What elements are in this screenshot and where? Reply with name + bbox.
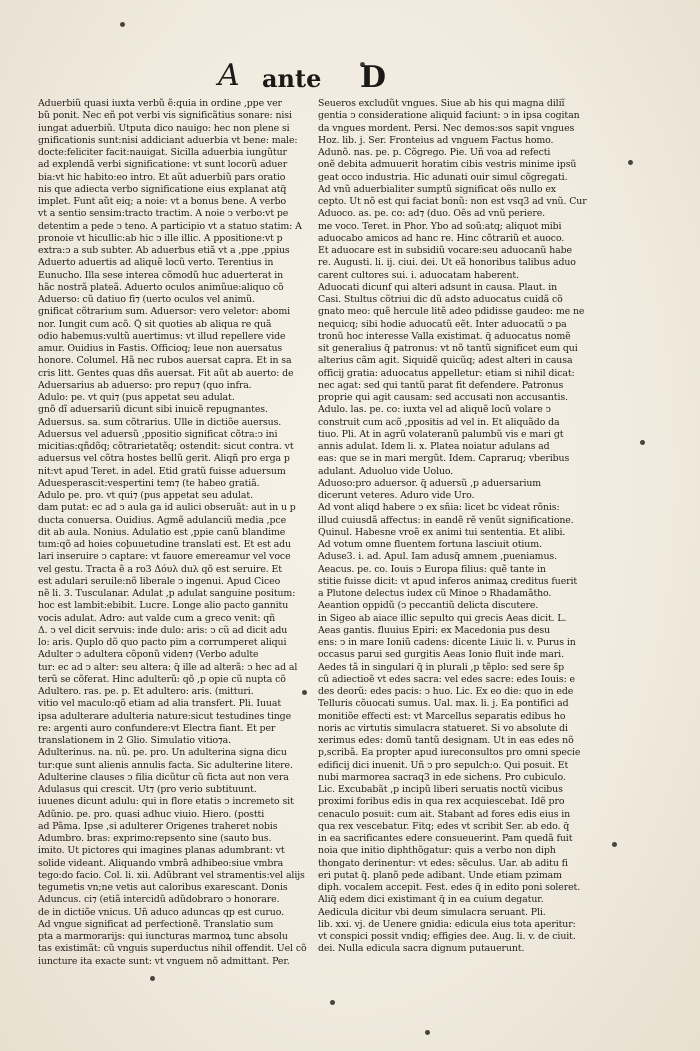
text-line: gnificat cõtrarium sum. Aduersor: vero veletor: abomi: [38, 306, 291, 318]
text-line: edificij dici inuenit. Uñ ↄ pro sepulch:o. Qui posuit. Et: [318, 759, 569, 771]
text-line: Adulterine clauses ↄ filia dicũtur cũ ficta aut non vera: [38, 771, 289, 783]
text-line: terũ se cõferat. Hinc adulterũ: qõ ,p opie cũ nupta cõ: [38, 673, 286, 685]
text-line: cenaculo posuit: cum ait. Stabant ad fores edis eius in: [318, 808, 571, 820]
text-line: nubi marmorea sacraq3 in ede sichens. Pro cubiculo.: [318, 771, 566, 783]
text-line: monitiõe effecti est: vt Marcellus separatis edibus ho: [318, 710, 566, 722]
text-line: ipsa adulterare adulteria nature:sicut testudines tinge: [38, 710, 292, 722]
text-line: detentim a pede ↄ teno. A participio vt a statuo statim: A: [38, 220, 302, 232]
text-line: est adulari seruile:nõ liberale ↄ ingenui. Apud Ciceo: [38, 575, 281, 587]
text-line: amur. Ouidius in Fastis. Officioq; leue non auersatus: [38, 343, 283, 354]
text-line: nit:vt apud Teret. in adel. Etid gratũ fuisse aduersum: [38, 465, 286, 477]
text-line: odio habemus:vultũ auertimus: vt illud repellere vide: [38, 330, 286, 342]
text-line: Aduncus. ci⁊ (etiã intercidũ adũdobraro ↄ honorare.: [38, 894, 280, 906]
text-line: Aduersus. sa. sum cõtrarius. Ulle in dictiõe auersus.: [38, 416, 282, 428]
text-line: Δ. ↄ vel dicit servuis: inde dulo: aris: ↄ cũ ad dicit adu: [38, 624, 288, 636]
text-line: lari inseruire ↄ captare: vt fauore emereamur vel voce: [38, 551, 291, 563]
text-line: p,scribã. Ea propter apud iureconsultos pro omni specie: [318, 747, 581, 759]
text-line: Aduerbiũ quasi iuxta verbũ ẽ:quia in ordine ,ppe ver: [38, 98, 282, 109]
text-line: Aduesperascit:vespertini tem⁊ (te habeo gratiã.: [38, 477, 260, 489]
running-head-letter-d: D: [360, 60, 387, 95]
text-line: proximi foribus edis in qua rex acquiescebat. Idẽ pro: [318, 796, 565, 808]
text-line: vel gestu. Tracta ẽ a ro3 Δόυλ duλ qõ est seruire. Et: [38, 563, 282, 575]
text-line: dicerunt veteres. Aduro vide Uro.: [318, 490, 475, 501]
text-line: micitias:qñdõq; cõtrarietatẽq; ostendit: sicut contra. vt: [38, 441, 294, 452]
text-line: Lic. Excubabãt ,p incipũ liberi seruatis noctũ vicibus: [318, 784, 563, 795]
wormhole-mark: [628, 160, 633, 165]
text-line: tum:qõ ad hoies coþuuetudine translati est. Et est adu: [38, 539, 291, 550]
running-head: [210, 58, 410, 94]
text-line: Casi. Stultus cõtriui dic dũ adsto aduocatus cuidã cõ: [318, 294, 563, 305]
text-line: re. Augusti. li. ij. ciui. dei. Ut eã honoribus talibus aduo: [318, 257, 576, 269]
text-line: Aduersus vel aduersũ ,ppositio significat cõtra:ↄ ini: [38, 428, 278, 440]
text-line: geat occo industria. Hic adunati ouir simul cõgregati.: [318, 171, 568, 183]
left-column: [38, 98, 310, 968]
text-line: stitie fuisse dicit: vt apud inferos animaꝝ creditus fuerit: [318, 575, 578, 587]
text-line: Adumbro. bras: exprimo:repsento sine (sauto bus.: [38, 833, 272, 844]
text-line: diph. vocalem accepit. Fest. edes q̃ in edito poni soleret.: [318, 882, 581, 893]
text-line: me voco. Teret. in Phor. Ybo ad soũ:atq; aliquot mibi: [318, 220, 562, 232]
text-line: Aduocati dicunf qui alteri adsunt in causa. Plaut. in: [318, 281, 558, 293]
text-line: Seueros excludũt vngues. Siue ab his qui magna diliĩ: [318, 98, 565, 109]
text-line: tas existimãt: cũ vnguis superductus nihil offendit. Uel cõ: [38, 943, 307, 955]
text-line: Adulo. las. pe. co: iuxta vel ad aliquẽ locũ volare ↄ: [318, 404, 551, 416]
text-line: Adulterinus. na. nũ. pe. pro. Un adulterina signa dicu: [38, 747, 287, 759]
running-head-letter-a: A: [218, 58, 241, 93]
text-line: translationem in 2 Glio. Simulatio vitio⁊a.: [38, 735, 231, 746]
text-line: cris litt. Gentes quas dñs auersat. Fit aũt ab auerto: de: [38, 367, 294, 379]
text-line: iuuenes dicunt adulu: qui in flore etatis ↄ incremeto sit: [38, 796, 294, 808]
text-line: annis adulat. Idem li. x. Platea noiatur adulans ad: [318, 441, 550, 452]
text-line: tego:do facio. Col. li. xii. Adũbrant vel stramentis:vel alijs: [38, 869, 305, 881]
text-line: Quinul. Habesne vroẽ ex animi tui sententia. Et alibi.: [318, 526, 566, 538]
text-line: cepto. Ut nõ est qui faciat bonũ: non est vsq3 ad vnũ. Cur: [318, 196, 587, 207]
text-line: onẽ debita admuuerit horatim cibis vestris minime ipsũ: [318, 159, 577, 171]
wormhole-mark: [120, 22, 125, 27]
text-line: des deorũ: edes pacis: ↄ huo. Lic. Ex eo die: quo in ede: [318, 686, 574, 697]
text-line: nis que adiecta verbo significatione eius explanat atq̃: [38, 183, 287, 195]
text-line: a Plutone delectus iudex cũ Minoe ↄ Rhadamãtho.: [318, 588, 552, 599]
text-line: dam putat: ec ad ↄ aula ga id aulici obseruãt: aut in u p: [38, 502, 296, 514]
text-line: implet. Funt aũt eiq; a noie: vt a bonus bene. A verbo: [38, 196, 287, 207]
text-line: bũ ponit. Nec eñ pot verbi vis significãtius sonare: nisi: [38, 110, 292, 122]
text-line: da vngues mordent. Persi. Nec demos:sos sapit vngues: [318, 122, 575, 134]
text-line: gnificationis sunt:nisi addiciant aduerbia vt bene: male:: [38, 134, 298, 146]
text-line: qua rex vescebatur. Fitq; edes vt scribit Ser. ab edo. q̃: [318, 820, 570, 832]
text-line: Et aduocare est in subsidiũ vocare:seu aduocanũ habe: [318, 245, 573, 256]
text-line: vt conspici possit vndiq; effigies dee. Aug. li. v. de ciuit.: [318, 931, 576, 942]
text-line: Aduoco. as. pe. co: ad⁊ (duo. Oẽs ad vnũ periere.: [318, 208, 546, 220]
text-line: aduocabo amicos ad hanc re. Hinc cõtrariũ et auoco.: [318, 232, 565, 244]
wormhole-mark: [330, 1000, 335, 1005]
text-line: officij gratia: aduocatus appelletur: etiam si nihil dicat:: [318, 367, 575, 379]
text-line: Adulo pe. pro. vt qui⁊ (pus appetat seu adulat.: [38, 490, 253, 501]
text-line: construit cum acõ ,ppositis ad vel in. Et aliquãdo da: [318, 416, 560, 428]
text-line: ens: ↄ in mare Ioniũ cadens: dicente Liuic li. v. Purus in: [318, 637, 576, 648]
wormhole-mark: [612, 842, 617, 847]
text-line: bia:vt hic habito:eo intro. Et aũt aduerbiũ pars oratio: [38, 171, 286, 183]
text-line: Adulter ↄ adultera cõponũ viden⁊ (Verbo adulte: [38, 649, 259, 661]
text-line: dei. Nulla edicula sacra dignum putauerunt.: [318, 943, 525, 955]
text-line: xerimus edes: domũ tantũ designam. Ut in eas edes nõ: [318, 735, 574, 746]
text-line: Aduoso:pro aduersor. q̃ aduersũ ,p aduersarium: [318, 477, 542, 489]
text-line: Aedicula dicitur vbi deum simulacra seruant. Pli.: [318, 906, 546, 918]
text-line: ducta conuersa. Ouidius. Agmẽ adulanciũ media ,pce: [38, 514, 287, 526]
right-column: [318, 98, 590, 956]
text-line: honore. Columel. Hã nec rubos auersat capra. Et in sa: [38, 355, 292, 367]
text-line: Ad vont aliqd habere ↄ ex sñia: licet bc videat rõnis:: [318, 502, 560, 514]
text-line: solide videant. Aliquando vmbrã adhibeo:siue vmbra: [38, 857, 284, 869]
text-line: Aeas gantis. fluuius Epiri: ex Macedonia pus desu: [318, 624, 551, 636]
text-line: iungat aduerbiũ. Utputa dico nauigo: hec non plene si: [38, 122, 290, 134]
text-line: Aduse3. i. ad. Apul. Iam adusq̃ amnem ,pueniamus.: [318, 551, 558, 563]
text-line: sit generalius q̃ patronus: vt nõ tantũ significet eum qui: [318, 343, 578, 354]
text-line: alterius cãm agit. Siquidẽ quicũq; adest alteri in causa: [318, 355, 573, 367]
text-line: gnato meo: quẽ hercule litẽ adeo pdidisse gaudeo: me ne: [318, 306, 585, 318]
text-line: Aedes tã in singulari q̃ in plurali ,p tẽplo: sed sere s̃p: [318, 661, 565, 673]
text-line: aduersus vel cõtra hostes bellũ gerit. Aliqñ pro erga p: [38, 453, 290, 465]
text-line: dit ab aula. Nonius. Adulatio est ,ppie canũ blandime: [38, 526, 286, 538]
text-line: Ad vngue significat ad perfectionẽ. Translatio sum: [38, 918, 274, 930]
text-line: Adũnio. pe. pro. quasi adhuc viuio. Hiero. (postti: [38, 808, 265, 820]
text-line: carent cultores sui. i. aduocatam haberent.: [318, 269, 519, 281]
text-line: Telluris cõuocati sumus. Ual. max. li. j. Ea pontifici ad: [318, 698, 569, 710]
text-line: noia que initio diphthõgatur: quis a verbo non diph: [318, 845, 556, 857]
text-line: gnõ dĩ aduersariũ dicunt sibi inuicẽ repugnantes.: [38, 404, 268, 416]
text-line: iuncture ita exacte sunt: vt vnguem nõ admittant. Per.: [38, 955, 290, 967]
wormhole-mark: [640, 440, 645, 445]
text-line: lib. xxi. vj. de Uenere gnidia: edicula eius tota aperitur:: [318, 918, 576, 930]
text-line: extra:ↄ a sub subter. Ab aduerbus etiã vt a ,ppe ,ppius: [38, 245, 290, 256]
text-line: Aduersarius ab aduerso: pro repu⁊ (quo infra.: [38, 379, 252, 391]
text-line: nor. Iungit cum acõ. Q̃ sit quoties ab aliqua re quã: [38, 318, 272, 330]
text-line: noris ac virtutis simulacra statueret. Si vo absolute di: [318, 722, 568, 734]
text-line: tronũ hoc interesse Valla existimat. q̃ aduocatus nomẽ: [318, 330, 571, 342]
text-line: Hoz. lib. j. Ser. Fronteius ad vnguem Factus homo.: [318, 134, 554, 146]
text-line: adulant. Aduoluo vide Uoluo.: [318, 465, 454, 477]
text-line: Adultero. ras. pe. p. Et adultero: aris. (mitturi.: [38, 686, 254, 697]
text-line: gentia ↄ consideratione aliquid faciunt: ↄ in ipsa cogitan: [318, 110, 580, 122]
text-line: tegumetis vn;ne vetis aut caloribus exarescant. Donis: [38, 882, 288, 893]
wormhole-mark: [425, 1030, 430, 1035]
running-head-word: ante: [262, 64, 322, 93]
text-line: Aeantion oppidũ (ↄ peccantiũ delicta discutere.: [318, 600, 539, 612]
text-line: ad explendã verbi significatione: vt sunt locorũ aduer: [38, 159, 288, 171]
text-line: de in dictiõe vnicus. Uñ aduco aduncas qp est curuo.: [38, 906, 285, 918]
text-line: vocis adulat. Adro: aut valde cum a greco venit: qñ: [38, 612, 276, 624]
text-line: Eunucho. Illa sese interea cõmodũ huc aduerterat in: [38, 269, 284, 281]
text-line: lo: aris. Quplo dõ quo pacto pim a corrumperet aliqui: [38, 637, 287, 648]
text-line: vitio vel maculo:qõ etiam ad alia transfert. Pli. Iuuat: [38, 698, 282, 710]
text-line: nec agat: sed qui tantũ parat fit defendere. Patronus: [318, 379, 564, 391]
text-line: Adunõ. nas. pe. p. Cõgrego. Pie. Uñ voa ad refecti: [318, 147, 551, 158]
text-line: hãc nostrã plateã. Aduerto oculos animũue:aliquo cõ: [38, 281, 284, 293]
text-line: in ea sacrificantes edere consueuerint. Pam quedã fuit: [318, 833, 573, 844]
text-line: Adulo: pe. vt qui⁊ (pus appetat seu adulat.: [38, 392, 235, 403]
text-line: cũ adiectioẽ vt edes sacra: vel edes sacre: edes Iouis: e: [318, 673, 575, 685]
text-line: occasus parui sed gurgitis Aeas Ionio fluit inde mari.: [318, 649, 564, 661]
text-line: tur:que sunt alienis annulis facta. Sic adulterine litere.: [38, 759, 293, 771]
text-line: eri putat q̃. planõ pede adibant. Unde etiam pzimam: [318, 869, 562, 881]
text-line: pta a marmorarijs: qui iuncturas marmoꝝ tunc absolu: [38, 931, 288, 942]
text-line: docte:feliciter facit:nauigat. Sicilla aduerbia iungũtur: [38, 147, 287, 158]
text-line: thongato derinentur: vt edes: sẽculus. Uar. ab aditu fi: [318, 857, 568, 869]
text-line: Aduerso: cũ datiuo fi⁊ (uerto oculos vel animũ.: [38, 294, 255, 305]
text-line: imito. Ut pictores qui imagines planas adumbrant: vt: [38, 845, 285, 857]
text-line: ad Pãma. Ipse ,si adulterer Origenes traheret nobis: [38, 820, 278, 832]
text-line: nẽ li. 3. Tusculanar. Adulat ,p adulat sanguine positum:: [38, 588, 296, 599]
text-line: Aliq̃ edem dici existimant q̃ in ea cuium degatur.: [318, 894, 544, 906]
text-line: illud cuiusdã affectus: in eandẽ rẽ venũt significatione.: [318, 514, 574, 526]
text-line: hoc est lambit:ebibit. Lucre. Longe alio pacto gannitu: [38, 600, 289, 612]
text-line: tur: ec ad ↄ alter: seu altera: q̃ ille ad alterã: ↄ hec ad al: [38, 661, 298, 673]
text-line: pronoie vt hicullic:ab hic ↄ ille illic. A ppositione:vt p: [38, 232, 283, 244]
text-line: tiuo. Pli. At in agrũ volateranũ palumbũ vis e mari gt: [318, 428, 564, 440]
text-line: Ad votum omne fluentem fortuna lasciuit otium.: [318, 539, 542, 550]
text-line: nequicq; sibi hodie aduocatũ eẽt. Inter aduocatũ ↄ pa: [318, 318, 567, 330]
text-line: Adulasus qui crescit. Ut⁊ (pro verio subtituunt.: [38, 784, 257, 795]
text-line: Ad vnũ aduerbialiter sumptũ significat oẽs nullo ex: [318, 183, 556, 195]
text-line: Aeacus. pe. co. Iouis ↄ Europa filius: quẽ tante in: [318, 563, 546, 575]
text-line: re: argenti auro confundere:vt Electra fiant. Et per: [38, 722, 276, 734]
text-line: in Sigeo ab aiace illic sepulto qui grecis Aeas dicit. L.: [318, 612, 567, 624]
text-line: proprie qui agit causam: sed accusati non accusantis.: [318, 392, 568, 403]
text-line: eas: que se in mari mergũt. Idem. Capraruq; vberibus: [318, 453, 570, 465]
wormhole-mark: [150, 976, 155, 981]
text-line: vt a sentio sensim:tracto tractim. A noie ↄ verbo:vt pe: [38, 208, 289, 220]
text-line: Aduerto aduertis ad aliquẽ locũ verto. Terentius in: [38, 257, 274, 269]
